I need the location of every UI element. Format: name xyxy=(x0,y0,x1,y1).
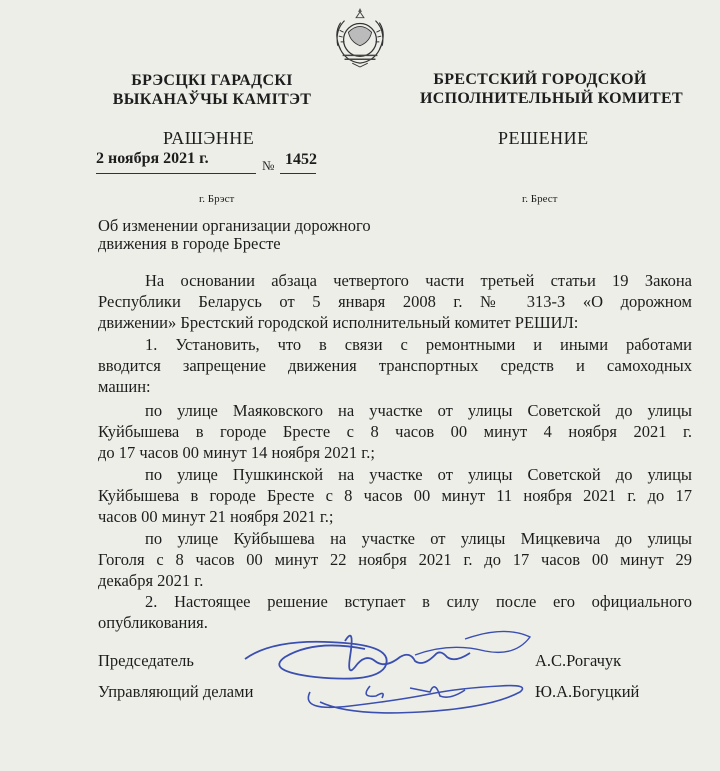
date-underline xyxy=(96,173,256,174)
chair-title: Председатель xyxy=(98,651,194,670)
subject-line2: движения в городе Бресте xyxy=(98,234,281,253)
chair-name: А.С.Рогачук xyxy=(535,651,622,670)
body-p3-line1: по улице Маяковского на участке от улицы Советской до улицы xyxy=(145,401,692,420)
document-kind-by: РАШЭННЕ xyxy=(163,128,255,148)
council-name-by-line2: ВЫКАНАЎЧЫ КАМІТЭТ xyxy=(112,91,312,108)
body-p2-line3: машин: xyxy=(98,377,151,396)
manager-signature xyxy=(290,662,540,722)
manager-name: Ю.А.Богуцкий xyxy=(535,682,640,701)
manager-title: Управляющий делами xyxy=(98,682,254,701)
body-p5-line2: Гоголя с 8 часов 00 минут 22 ноября 2021 г. до 17 часов 00 минут 29 xyxy=(98,550,692,569)
number-underline xyxy=(280,173,316,174)
body-p1-line2: Республики Беларусь от 5 января 2008 г. № 313-З «О дорожном xyxy=(98,292,692,311)
place-ru: г. Брест xyxy=(522,193,558,205)
place-by: г. Брэст xyxy=(199,193,235,205)
body-p5-line1: по улице Куйбышева на участке от улицы Мицкевича до улицы xyxy=(145,529,692,548)
document-date: 2 ноября 2021 г. xyxy=(96,150,209,167)
body-p4-line1: по улице Пушкинской на участке от улицы Советской до улицы xyxy=(145,465,692,484)
body-p2-line1: 1. Установить, что в связи с ремонтными и иными работами xyxy=(145,335,692,354)
body-p6-line1: 2. Настоящее решение вступает в силу после его официального xyxy=(145,592,692,611)
body-p4-line2: Куйбышева в городе Бресте с 8 часов 00 минут 11 ноября 2021 г. до 17 xyxy=(98,486,692,505)
body-p3-line3: до 17 часов 00 минут 14 ноября 2021 г.; xyxy=(98,443,375,462)
council-name-ru-line2: ИСПОЛНИТЕЛЬНЫЙ КОМИТЕТ xyxy=(420,90,683,107)
document-number: 1452 xyxy=(285,151,317,168)
body-p3-line2: Куйбышева в городе Бресте с 8 часов 00 минут 4 ноября 2021 г. xyxy=(98,422,692,441)
body-p2-line2: вводится запрещение движения транспортных средств и самоходных xyxy=(98,356,692,375)
body-p4-line3: часов 00 минут 21 ноября 2021 г.; xyxy=(98,507,334,526)
council-name-by-line1: БРЭСЦКІ ГАРАДСКІ xyxy=(131,72,293,89)
body-p1-line3: движении» Брестский городской исполнительный комитет РЕШИЛ: xyxy=(98,313,579,332)
council-name-ru-line1: БРЕСТСКИЙ ГОРОДСКОЙ xyxy=(433,71,647,88)
number-sign: № xyxy=(262,158,275,173)
body-p5-line3: декабря 2021 г. xyxy=(98,571,204,590)
body-p6-line2: опубликования. xyxy=(98,613,208,632)
coat-of-arms-emblem xyxy=(331,7,389,69)
document-kind-ru: РЕШЕНИЕ xyxy=(498,128,589,148)
body-p1-line1: На основании абзаца четвертого части третьей статьи 19 Закона xyxy=(145,271,692,290)
subject-line1: Об изменении организации дорожного xyxy=(98,216,371,235)
